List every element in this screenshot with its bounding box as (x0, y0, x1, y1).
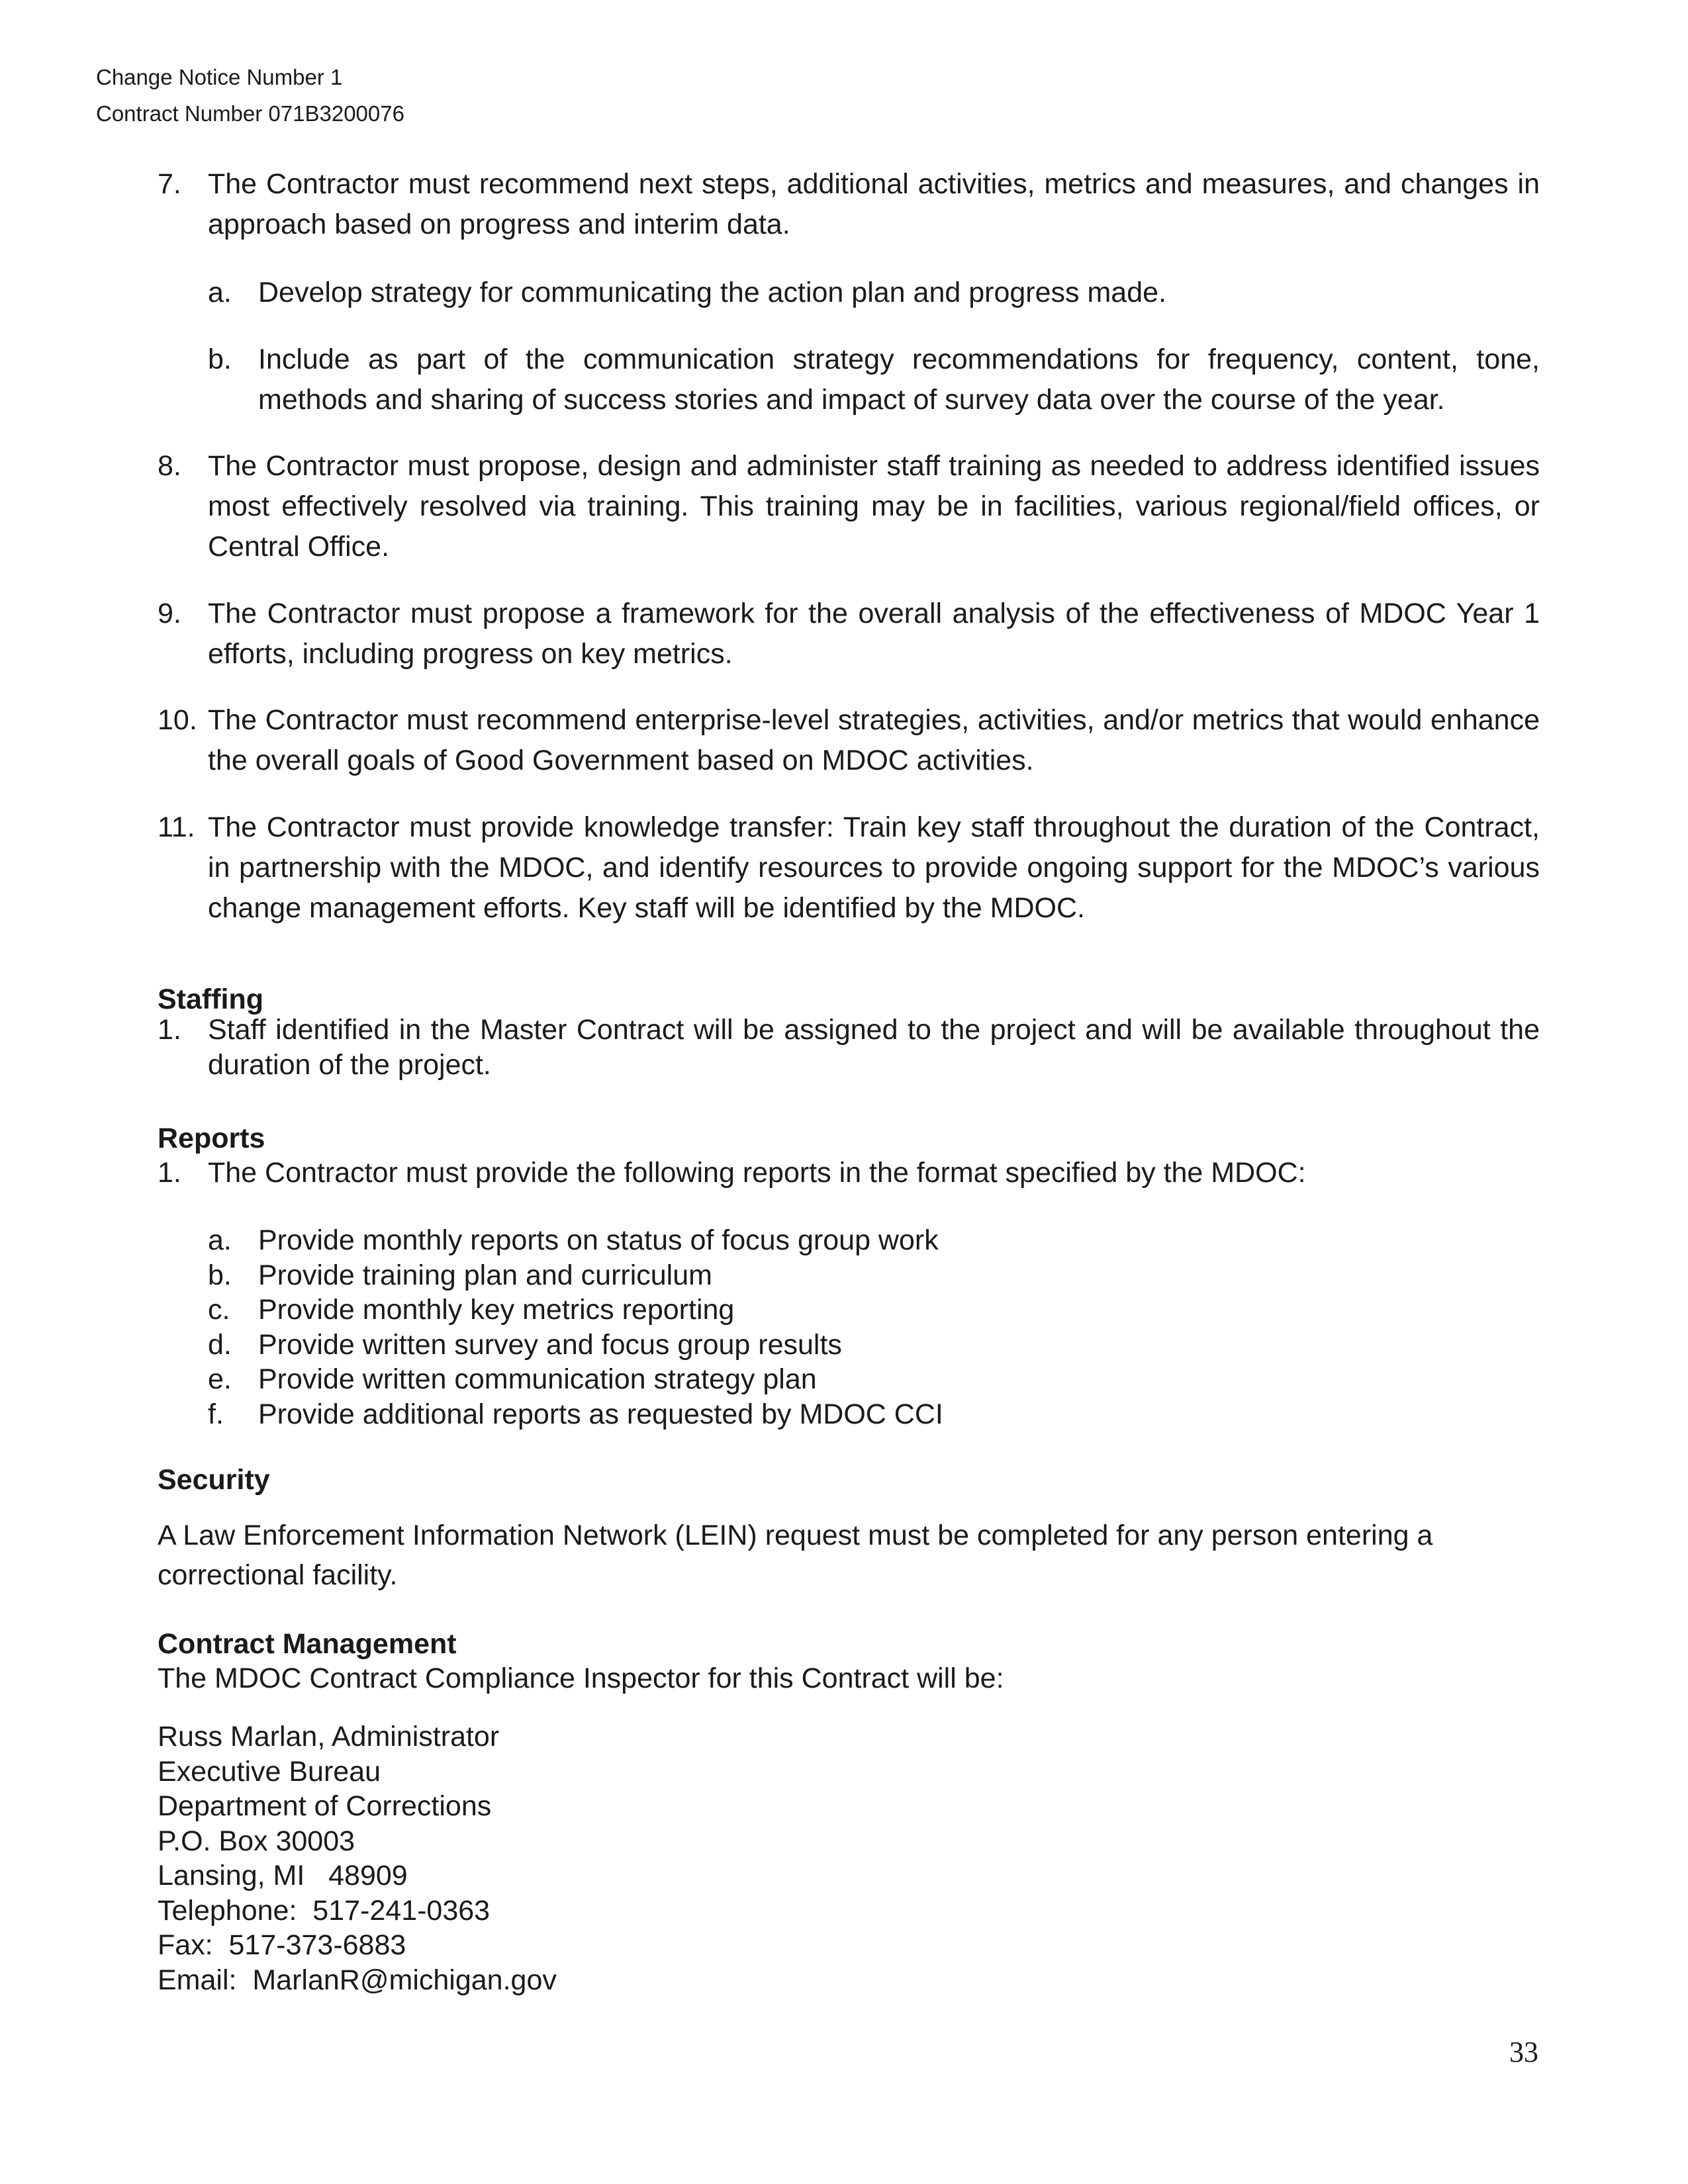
contact-telephone: Telephone: 517-241-0363 (158, 1894, 491, 1927)
contact-po-box: P.O. Box 30003 (158, 1825, 355, 1857)
item-number: 10. (158, 704, 197, 736)
contact-bureau: Executive Bureau (158, 1755, 381, 1788)
list-item-letter: b. (208, 1259, 232, 1291)
contact-city: Lansing, MI 48909 (158, 1860, 408, 1891)
list-item-letter: c. (208, 1294, 230, 1326)
item-text: The Contractor must recommend next steps, additional activities, metrics and measures, and changes in approach based on progress and interim data. (208, 168, 1540, 240)
list-item-text: Provide training plan and curriculum (258, 1259, 712, 1291)
list-item (158, 1223, 1481, 1258)
sub-item-7a (158, 273, 1540, 313)
item-number: 1. (158, 1014, 181, 1046)
reports-list (158, 1223, 1481, 1432)
list-item (158, 1328, 1481, 1363)
header-contract-number: Contract Number 071B3200076 (96, 101, 404, 126)
sub-item-text: Develop strategy for communicating the action plan and progress made. (258, 277, 1166, 308)
reports-heading: Reports (158, 1122, 265, 1154)
list-item-letter: e. (208, 1363, 232, 1395)
security-heading: Security (158, 1464, 270, 1496)
sub-item-letter: b. (208, 343, 232, 375)
item-number: 11. (158, 811, 195, 843)
list-item (158, 1397, 1481, 1432)
item-text: The Contractor must recommend enterprise-level strategies, activities, and/or metrics that would enhance the overall goals of Good Government based on MDOC activities. (208, 704, 1540, 776)
sub-item-letter: a. (208, 277, 232, 308)
page-number: 33 (1509, 2036, 1538, 2068)
list-item-letter: f. (208, 1398, 224, 1430)
item-number: 8. (158, 450, 181, 482)
list-item-8 (158, 446, 1540, 567)
list-item-text: Provide written communication strategy plan (258, 1363, 817, 1395)
item-number: 9. (158, 598, 181, 629)
contact-fax: Fax: 517-373-6883 (158, 1929, 406, 1961)
staffing-item-1 (158, 1013, 1540, 1081)
list-item-10 (158, 700, 1540, 781)
list-item-9 (158, 594, 1540, 674)
item-number: 7. (158, 168, 181, 200)
contact-email: Email: MarlanR@michigan.gov (158, 1964, 557, 1996)
list-item-text: Provide written survey and focus group results (258, 1328, 842, 1361)
item-text: The Contractor must provide knowledge transfer: Train key staff throughout the duration of the Contract, in partnership with the MDOC, and identify resources to provide ongoing support for the MDOC’s various change management efforts. Key staff will be identified by the MDOC. (208, 811, 1540, 924)
item-number: 1. (158, 1157, 181, 1189)
item-text: The Contractor must propose a framework for the overall analysis of the effectiveness of MDOC Year 1 efforts, including progress on key metrics. (208, 598, 1540, 670)
list-item-11 (158, 807, 1540, 929)
item-text: Staff identified in the Master Contract will be assigned to the project and will be available throughout the duration of the project. (208, 1014, 1540, 1081)
contact-name: Russ Marlan, Administrator (158, 1721, 500, 1752)
sub-item-text: Include as part of the communication strategy recommendations for frequency, content, tone, methods and sharing of success stories and impact of survey data over the course of the year. (258, 343, 1540, 416)
list-item (158, 1293, 1481, 1328)
sub-item-7b (158, 340, 1540, 420)
list-item-text: Provide monthly key metrics reporting (258, 1294, 735, 1326)
staffing-heading: Staffing (158, 983, 264, 1015)
item-text: The Contractor must provide the following reports in the format specified by the MDOC: (208, 1157, 1306, 1189)
security-text-line-1: A Law Enforcement Information Network (LEIN) request must be completed for any person entering a (158, 1520, 1433, 1551)
list-item-7 (158, 164, 1540, 245)
reports-item-1 (158, 1156, 1540, 1190)
header-change-notice: Change Notice Number 1 (96, 65, 343, 89)
list-item-letter: d. (208, 1328, 232, 1361)
contact-department: Department of Corrections (158, 1790, 492, 1822)
list-item (158, 1258, 1481, 1293)
list-item-letter: a. (208, 1224, 232, 1256)
contract-management-heading: Contract Management (158, 1628, 457, 1660)
contract-management-text: The MDOC Contract Compliance Inspector for this Contract will be: (158, 1662, 1004, 1694)
item-text: The Contractor must propose, design and administer staff training as needed to address identified issues most effectively resolved via training. This training may be in facilities, various regional/field offices, or Central Office. (208, 450, 1540, 563)
list-item-text: Provide monthly reports on status of focus group work (258, 1224, 939, 1256)
list-item (158, 1362, 1481, 1397)
list-item-text: Provide additional reports as requested by MDOC CCI (258, 1398, 943, 1430)
security-text-line-2: correctional facility. (158, 1559, 398, 1591)
